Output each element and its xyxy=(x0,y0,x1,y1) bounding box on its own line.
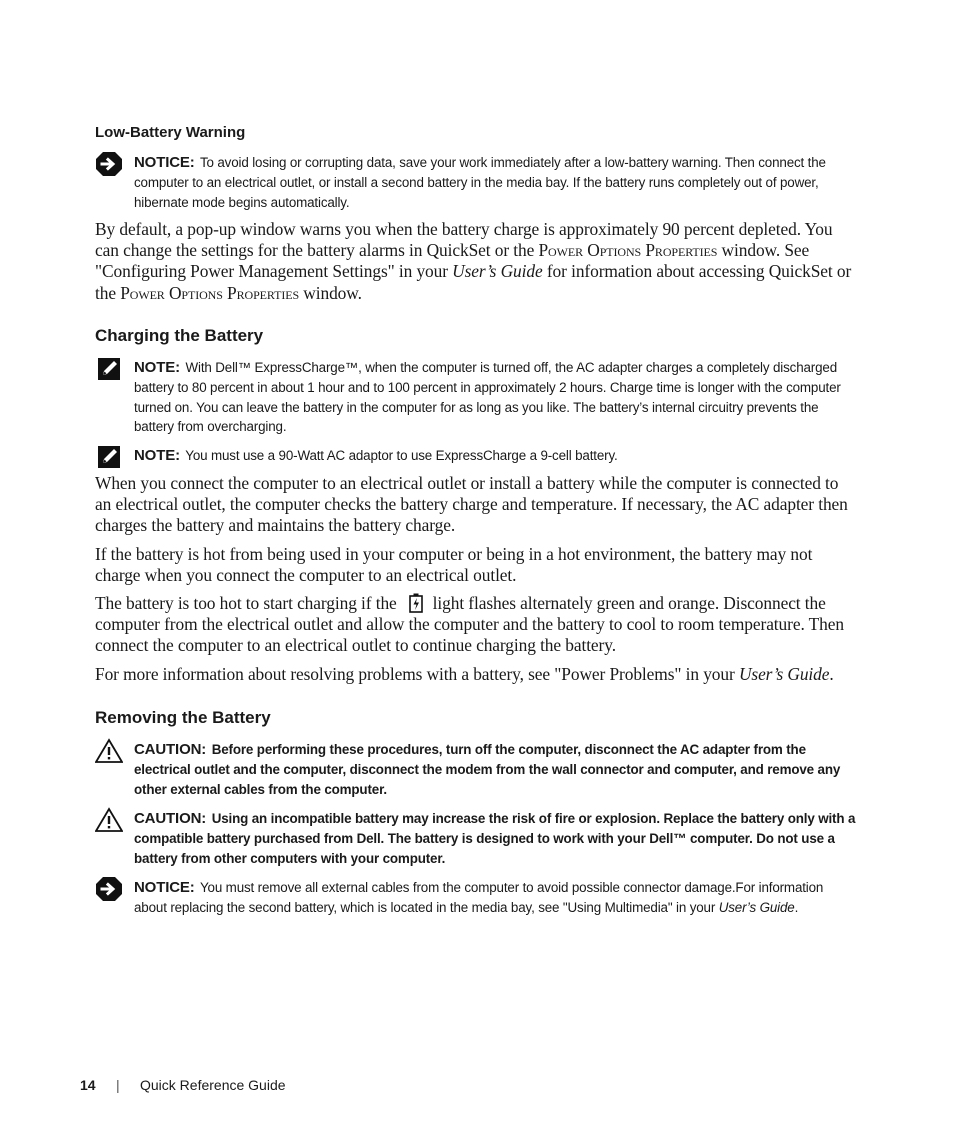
book-title: User’s Guide xyxy=(718,899,795,915)
note-body xyxy=(134,358,859,437)
text-run: window. xyxy=(299,282,362,303)
caution-text: Before performing these procedures, turn off the computer, disconnect the AC adapter from the electrical outlet and the computer, disconnect the modem from the wall connector and computer, and remove any other external cables from the computer. xyxy=(134,742,841,797)
heading-low-battery-warning: Low-Battery Warning xyxy=(95,124,246,141)
caution-body xyxy=(134,740,859,799)
note-body xyxy=(134,446,859,466)
notice-body xyxy=(134,878,859,918)
book-title: User’s Guide xyxy=(452,261,543,282)
book-title: User’s Guide xyxy=(738,664,830,684)
notice-label: NOTICE: xyxy=(134,154,195,171)
caution-triangle-icon xyxy=(95,807,123,833)
note-text: With Dell™ ExpressCharge™, when the computer is turned off, the AC adapter charges a completely discharged battery to 80 percent in about 1 hour and to 100 percent in approximately 2 hours. Charge time is longer with the computer turned on. You can leave the battery in the computer for as long as you like. The battery’s internal circuitry prevents the battery from overcharging. xyxy=(134,360,841,435)
caution-text: Using an incompatible battery may increase the risk of fire or explosion. Replace the battery only with a compatible battery purchased from Dell. The battery is designed to work with your Dell™ computer. Do not use a battery from other computers with your computer. xyxy=(134,811,856,866)
note-label: NOTE: xyxy=(134,447,180,464)
notice-text: You must remove all external cables from the computer to avoid possible connector damage.For information about replacing the second battery, which is located in the media bay, see "Using Multimedia" in your xyxy=(134,880,824,915)
note-text: You must use a 90-Watt AC adaptor to use ExpressCharge a 9-cell battery. xyxy=(185,448,618,463)
ui-term: Power Options Properties xyxy=(120,282,300,303)
battery-charge-light-icon xyxy=(407,593,425,613)
text-run: for information about accessing QuickSet or the xyxy=(95,261,852,303)
footer-doc-title: Quick Reference Guide xyxy=(140,1077,286,1093)
caution-triangle-icon xyxy=(95,738,123,764)
paragraph-connect-outlet: When you connect the computer to an electrical outlet or install a battery while the computer is connected to an electrical outlet, the computer checks the battery charge and temperature. If necessary, the AC adapter then charges the battery and maintains the battery charge. xyxy=(95,473,848,536)
text-run: For more information about resolving problems with a battery, see "Power Problems" in your xyxy=(95,664,739,684)
text-run: The battery is too hot to start charging if the xyxy=(95,593,397,613)
notice-text: To avoid losing or corrupting data, save your work immediately after a low-battery warning. Then connect the computer to an electrical outlet, or install a second battery in the media bay. If the battery runs completely out of power, hibernate mode begins automatically. xyxy=(134,155,826,210)
text-run: . xyxy=(794,899,799,915)
heading-removing-the-battery: Removing the Battery xyxy=(95,708,271,727)
text-run: By default, a pop-up window warns you when the battery charge is approximately 90 percent depleted. You can change the settings for the battery alarms in QuickSet or the xyxy=(95,219,833,261)
notice-body xyxy=(134,153,859,212)
note-pencil-icon xyxy=(95,444,123,470)
heading-charging-the-battery: Charging the Battery xyxy=(95,326,264,345)
note-pencil-icon xyxy=(95,356,123,382)
notice-icon xyxy=(95,876,123,902)
footer-separator: | xyxy=(116,1077,120,1093)
text-run: window. See "Configuring Power Management Settings" in your xyxy=(95,240,810,282)
caution-label: CAUTION: xyxy=(134,810,207,827)
paragraph-default-warning xyxy=(95,219,857,304)
paragraph-battery-hot: If the battery is hot from being used in your computer or being in a hot environment, the battery may not charge when you connect the computer to an electrical outlet. xyxy=(95,544,813,586)
page-number: 14 xyxy=(80,1077,96,1093)
notice-icon xyxy=(95,151,123,177)
text-run: . xyxy=(829,664,834,684)
caution-label: CAUTION: xyxy=(134,741,207,758)
paragraph-more-info xyxy=(95,664,857,685)
caution-body xyxy=(134,809,859,868)
ui-term: Power Options Properties xyxy=(538,240,718,261)
paragraph-too-hot xyxy=(95,593,857,657)
text-run: light flashes alternately green and orange. Disconnect the computer from the electrical outlet and allow the computer and the battery to cool to room temperature. Then connect the computer to an electrical outlet to continue charging the battery. xyxy=(95,593,844,656)
note-label: NOTE: xyxy=(134,359,180,376)
notice-label: NOTICE: xyxy=(134,879,195,896)
